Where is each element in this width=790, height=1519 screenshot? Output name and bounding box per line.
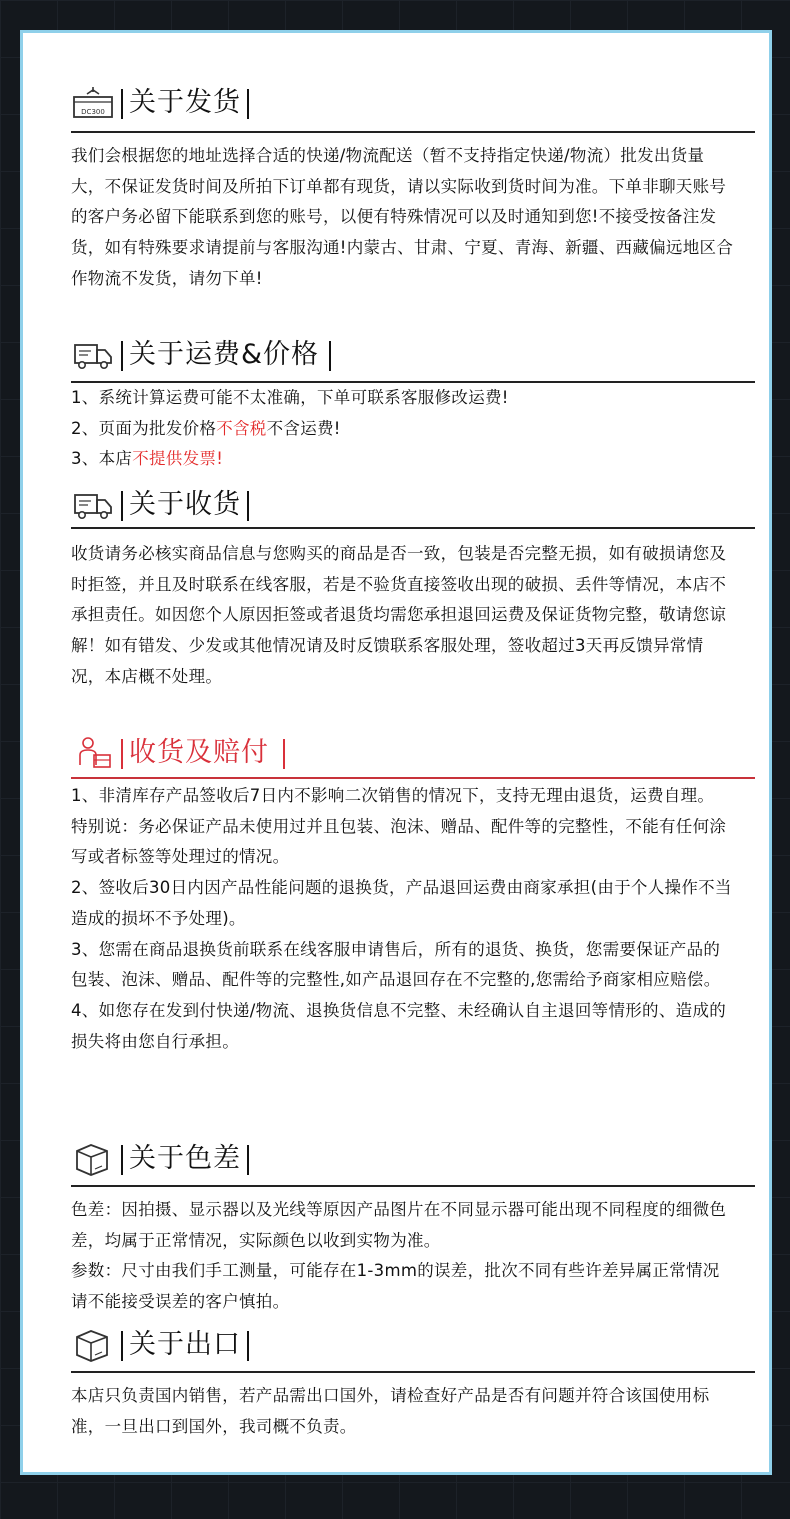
delivery-truck-icon [71, 337, 115, 373]
section-title: 关于运费&价格 [129, 339, 320, 370]
paragraph: 收货请务必核实商品信息与您购买的商品是否一致，包装是否完整无损，如有破损请您及时拒签，并且及时联系在线客服，若是不验货直接签收出现的破损、丢件等情况，本店不承担责任。如因您个人原因拒签或者退货均需您承担退回运费及保证货物完整，敬请您谅解！如有错发、少发或其他情况请及时反馈联系客服处理，签收超过3天再反馈异常情况，本店概不处理。 [71, 544, 727, 686]
paragraph: 本店只负责国内销售，若产品需出口国外，请检查好产品是否有问题并符合该国使用标准，一旦出口到国外，我司概不负责。 [71, 1386, 710, 1436]
section-header [71, 1137, 755, 1183]
section-shipping [71, 81, 755, 288]
section-export [71, 1323, 755, 1436]
section-body [71, 781, 735, 1057]
section-divider [71, 777, 755, 779]
section-freight [71, 333, 755, 469]
list-item: 3、本店不提供发票! [71, 449, 224, 469]
paragraph: 我们会根据您的地址选择合适的快递/物流配送（暂不支持指定快递/物流）批发出货量大，不保证发货时间及所拍下订单都有现货，请以实际收到货时间为准。下单非聊天账号的客户务必留下能联系到您的账号，以便有特殊情况可以及时通知到您!不接受按备注发货，如有特殊要求请提前与客服沟通!内蒙古、甘肃、宁夏、青海、新疆、西藏偏远地区合作物流不发货，请勿下单! [71, 146, 734, 288]
notice-card [20, 30, 772, 1475]
section-title: 关于色差 [129, 1143, 241, 1174]
section-header [71, 731, 755, 777]
paragraph: 参数：尺寸由我们手工测量，可能存在1-3mm的误差，批次不同有些许差异属正常情况请不能接受误差的客户慎拍。 [71, 1261, 720, 1312]
highlight-no-tax: 不含税 [216, 418, 267, 438]
list-item: 2、页面为批发价格不含税不含运费! [71, 418, 341, 438]
delivery-person-icon [71, 735, 115, 771]
svg-text:DC300: DC300 [81, 108, 105, 116]
delivery-truck-icon [71, 487, 115, 523]
section-body [71, 1195, 735, 1318]
section-compensation [71, 731, 755, 1051]
section-title: 关于收货 [129, 489, 241, 520]
section-title: 关于发货 [129, 87, 241, 118]
section-divider [71, 131, 755, 133]
shipping-container-icon [71, 85, 115, 121]
paragraph: 3、您需在商品退换货前联系在线客服申请售后，所有的退货、换货，您需要保证产品的包装、泡沫、赠品、配件等的完整性,如产品退回存在不完整的,您需给予商家相应赔偿。 [71, 939, 721, 990]
section-color-difference [71, 1137, 755, 1312]
section-divider [71, 527, 755, 529]
section-header [71, 1323, 755, 1369]
section-body [71, 1381, 735, 1442]
section-body [71, 383, 735, 475]
section-title: 收货及赔付 [129, 737, 269, 768]
section-receiving [71, 483, 755, 686]
section-body [71, 539, 735, 693]
highlight-no-invoice: 不提供发票! [132, 449, 224, 469]
section-header [71, 483, 755, 529]
section-header [71, 333, 755, 379]
paragraph: 特别说：务必保证产品未使用过并且包装、泡沫、赠品、配件等的完整性，不能有任何涂写或者标签等处理过的情况。 [71, 816, 727, 867]
section-header [71, 81, 755, 127]
section-body [71, 141, 735, 295]
section-divider [71, 1185, 755, 1187]
section-divider [71, 1371, 755, 1373]
paragraph: 4、如您存在发到付快递/物流、退换货信息不完整、未经确认自主退回等情形的、造成的损失将由您自行承担。 [71, 1000, 727, 1051]
paragraph: 1、非清库存产品签收后7日内不影响二次销售的情况下，支持无理由退货，运费自理。 [71, 786, 715, 805]
package-box-icon [71, 1141, 115, 1177]
package-box-icon [71, 1327, 115, 1363]
paragraph: 色差：因拍摄、显示器以及光线等原因产品图片在不同显示器可能出现不同程度的细微色差，均属于正常情况，实际颜色以收到实物为准。 [71, 1200, 727, 1250]
paragraph: 2、签收后30日内因产品性能问题的退换货，产品退回运费由商家承担(由于个人操作不当造成的损坏不予处理)。 [71, 878, 732, 928]
list-item: 1、系统计算运费可能不太准确，下单可联系客服修改运费! [71, 388, 509, 407]
section-title: 关于出口 [129, 1329, 241, 1360]
